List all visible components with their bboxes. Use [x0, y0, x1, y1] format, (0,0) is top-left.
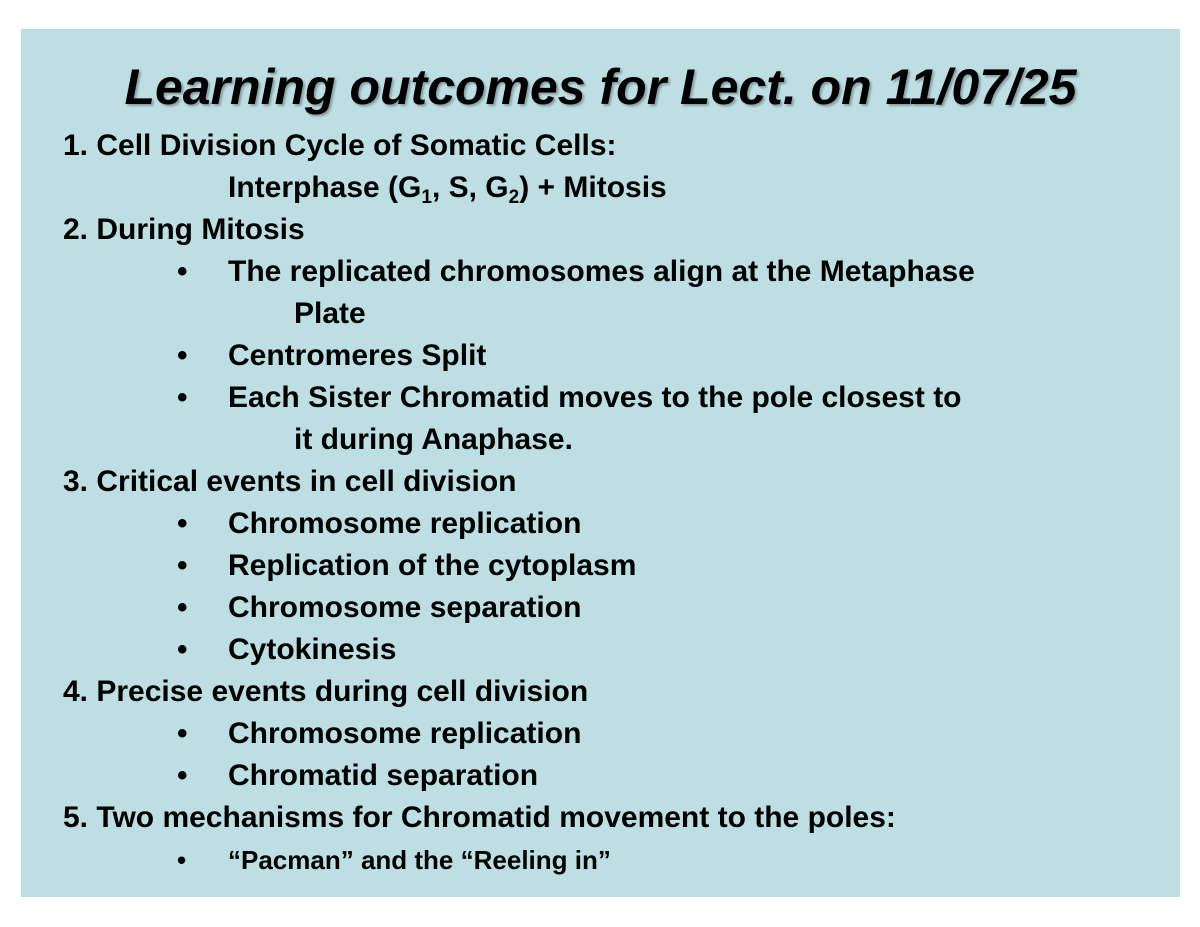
subline-part-c: ) + Mitosis — [519, 171, 667, 204]
outcome-5-heading: 5. Two mechanisms for Chromatid movement to the poles: — [63, 801, 896, 834]
outcome-1-subline — [228, 170, 667, 206]
outcome-2-heading: 2. During Mitosis — [63, 213, 305, 246]
outcome-4-heading: 4. Precise events during cell division — [63, 675, 589, 708]
subline-part-b: , S, G — [431, 171, 509, 204]
outcome-2-bullet-3: Each Sister Chromatid moves to the pole closest to — [228, 381, 962, 414]
outcome-2-bullet-1-cont: Plate — [294, 297, 366, 330]
bullet-icon: • — [177, 549, 188, 582]
bullet-icon: • — [177, 381, 188, 414]
subscript-1: 1 — [421, 187, 432, 208]
bullet-icon: • — [177, 591, 188, 624]
outcome-2-bullet-3-cont: it during Anaphase. — [294, 423, 573, 456]
bullet-icon: • — [177, 845, 187, 875]
outcome-3-bullet-2: Replication of the cytoplasm — [228, 549, 637, 582]
subline-part-a: Interphase (G — [228, 171, 422, 204]
outcome-3-bullet-1: Chromosome replication — [228, 507, 582, 540]
bullet-icon: • — [177, 717, 188, 750]
bullet-icon: • — [177, 255, 188, 288]
bullet-icon: • — [177, 759, 188, 792]
outcome-2-bullet-2: Centromeres Split — [228, 339, 487, 372]
subscript-2: 2 — [508, 187, 520, 208]
outcome-1-heading: 1. Cell Division Cycle of Somatic Cells: — [63, 129, 617, 162]
outcome-5-bullet-1: “Pacman” and the “Reeling in” — [228, 845, 611, 875]
outcome-3-bullet-3: Chromosome separation — [228, 591, 582, 624]
bullet-icon: • — [177, 507, 188, 540]
outcome-3-heading: 3. Critical events in cell division — [63, 465, 517, 498]
outcome-4-bullet-1: Chromosome replication — [228, 717, 582, 750]
bullet-icon: • — [177, 633, 188, 666]
bullet-icon: • — [177, 339, 188, 372]
outcome-2-bullet-1: The replicated chromosomes align at the Metaphase — [228, 255, 975, 288]
slide-title: Learning outcomes for Lect. on 11/07/25 — [124, 59, 1077, 115]
outcome-4-bullet-2: Chromatid separation — [228, 759, 539, 792]
slide — [21, 29, 1180, 897]
outcome-3-bullet-4: Cytokinesis — [228, 633, 397, 666]
